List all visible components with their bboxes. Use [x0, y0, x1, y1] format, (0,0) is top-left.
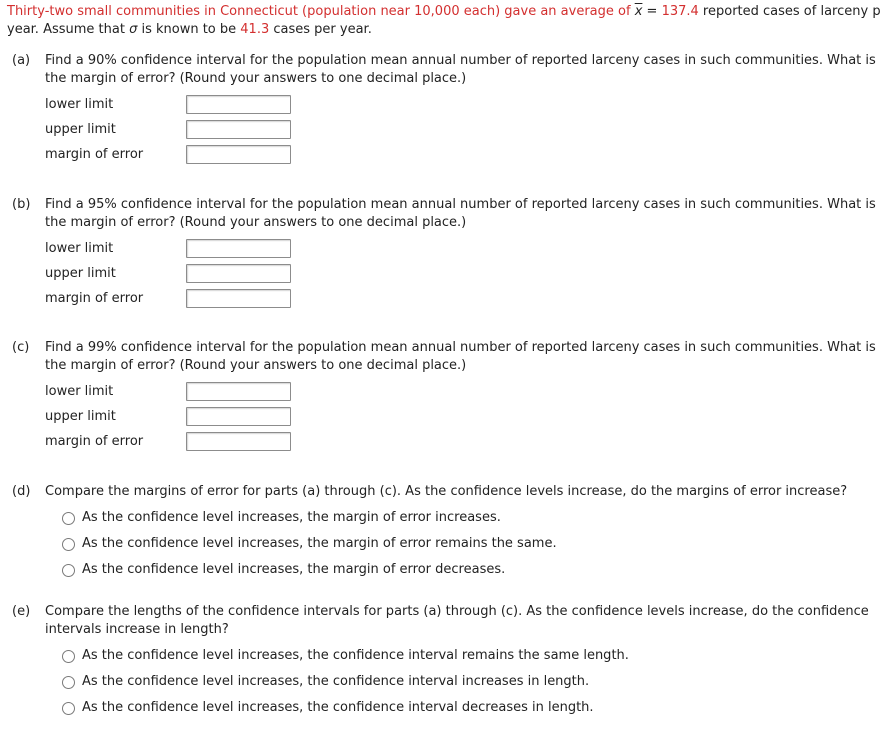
- part-c-question: [12, 339, 882, 375]
- part-e-option-3-text: As the confidence level increases, the confidence interval decreases in length.: [82, 700, 594, 715]
- part-c-lower-label: lower limit: [45, 384, 114, 399]
- part-d-line-1: Compare the margins of error for parts (a) through (c). As the confidence levels increase, do the margins of error increase?: [45, 484, 848, 499]
- part-d: [12, 483, 882, 587]
- part-e-label: (e): [12, 604, 31, 619]
- part-b-label: (b): [12, 197, 31, 212]
- part-b-moe-input[interactable]: [186, 289, 291, 308]
- part-b-lower-label: lower limit: [45, 241, 114, 256]
- part-d-option-1[interactable]: [62, 509, 882, 535]
- radio-button[interactable]: [62, 676, 75, 689]
- part-d-option-1-text: As the confidence level increases, the margin of error increases.: [82, 510, 501, 525]
- part-e-option-3[interactable]: [62, 699, 882, 725]
- part-a-lower-row: [45, 94, 882, 119]
- part-e-question: [12, 603, 882, 639]
- intro-text-1: Thirty-two small communities in Connecticut (population near 10,000 each) gave an average of: [7, 4, 635, 19]
- part-a-line-1: Find a 90% confidence interval for the population mean annual number of reported larceny cases in such communities. What is: [45, 53, 876, 68]
- part-a-upper-label: upper limit: [45, 122, 116, 137]
- part-b-lower-input[interactable]: [186, 239, 291, 258]
- part-a-label: (a): [12, 53, 31, 68]
- intro-line-2b: is known to be: [137, 22, 241, 37]
- part-b-moe-label: margin of error: [45, 291, 144, 306]
- part-c-lower-input[interactable]: [186, 382, 291, 401]
- part-e-option-2-text: As the confidence level increases, the confidence interval increases in length.: [82, 674, 590, 689]
- part-c-upper-label: upper limit: [45, 409, 116, 424]
- part-c-lower-row: [45, 381, 882, 406]
- part-d-label: (d): [12, 484, 31, 499]
- part-a-question: [12, 52, 882, 88]
- equals-sign: =: [642, 4, 662, 19]
- part-e-line-1: Compare the lengths of the confidence intervals for parts (a) through (c). As the confidence levels increase, do the confidence: [45, 604, 869, 619]
- part-d-option-3[interactable]: [62, 561, 882, 587]
- intro-line-1: [7, 3, 882, 21]
- part-a-moe-input[interactable]: [186, 145, 291, 164]
- part-d-option-2-text: As the confidence level increases, the margin of error remains the same.: [82, 536, 557, 551]
- sigma-symbol: σ: [129, 22, 138, 37]
- part-c-moe-label: margin of error: [45, 434, 144, 449]
- part-b-line-1: Find a 95% confidence interval for the population mean annual number of reported larceny cases in such communities. What is: [45, 197, 876, 212]
- problem-intro: [7, 3, 882, 39]
- part-c-line-1: Find a 99% confidence interval for the population mean annual number of reported larceny cases in such communities. What is: [45, 340, 876, 355]
- part-d-option-2[interactable]: [62, 535, 882, 561]
- part-c-moe-input[interactable]: [186, 432, 291, 451]
- part-a-lower-input[interactable]: [186, 95, 291, 114]
- part-b-upper-row: [45, 263, 882, 288]
- intro-line-2: [7, 21, 882, 39]
- xbar-symbol: $\overline{x}$: [634, 4, 643, 19]
- part-e-option-1-text: As the confidence level increases, the confidence interval remains the same length.: [82, 648, 629, 663]
- radio-button[interactable]: [62, 564, 75, 577]
- intro-text-2: reported cases of larceny p: [698, 4, 881, 19]
- sigma-value: 41.3: [240, 22, 270, 37]
- part-a-upper-row: [45, 119, 882, 144]
- part-a: [12, 52, 882, 169]
- part-b-line-2: the margin of error? (Round your answers to one decimal place.): [45, 215, 467, 230]
- part-e: [12, 603, 882, 725]
- intro-line-2a: year. Assume that: [7, 22, 130, 37]
- part-e-option-1[interactable]: [62, 647, 882, 673]
- part-b-moe-row: [45, 288, 882, 313]
- part-b-lower-row: [45, 238, 882, 263]
- part-a-upper-input[interactable]: [186, 120, 291, 139]
- part-b-question: [12, 196, 882, 232]
- radio-button[interactable]: [62, 512, 75, 525]
- part-b: [12, 196, 882, 313]
- intro-line-2c: cases per year.: [269, 22, 372, 37]
- part-b-upper-input[interactable]: [186, 264, 291, 283]
- part-a-moe-label: margin of error: [45, 147, 144, 162]
- part-d-question: [12, 483, 882, 501]
- part-c-line-2: the margin of error? (Round your answers to one decimal place.): [45, 358, 467, 373]
- part-b-upper-label: upper limit: [45, 266, 116, 281]
- part-e-line-2: intervals increase in length?: [45, 622, 229, 637]
- part-c-moe-row: [45, 431, 882, 456]
- radio-button[interactable]: [62, 650, 75, 663]
- radio-button[interactable]: [62, 538, 75, 551]
- part-c-upper-row: [45, 406, 882, 431]
- sample-mean-value: 137.4: [661, 4, 699, 19]
- part-d-option-3-text: As the confidence level increases, the margin of error decreases.: [82, 562, 506, 577]
- part-a-line-2: the margin of error? (Round your answers to one decimal place.): [45, 71, 467, 86]
- part-a-moe-row: [45, 144, 882, 169]
- part-c-label: (c): [12, 340, 30, 355]
- radio-button[interactable]: [62, 702, 75, 715]
- part-c: [12, 339, 882, 456]
- part-a-lower-label: lower limit: [45, 97, 114, 112]
- part-c-upper-input[interactable]: [186, 407, 291, 426]
- part-e-option-2[interactable]: [62, 673, 882, 699]
